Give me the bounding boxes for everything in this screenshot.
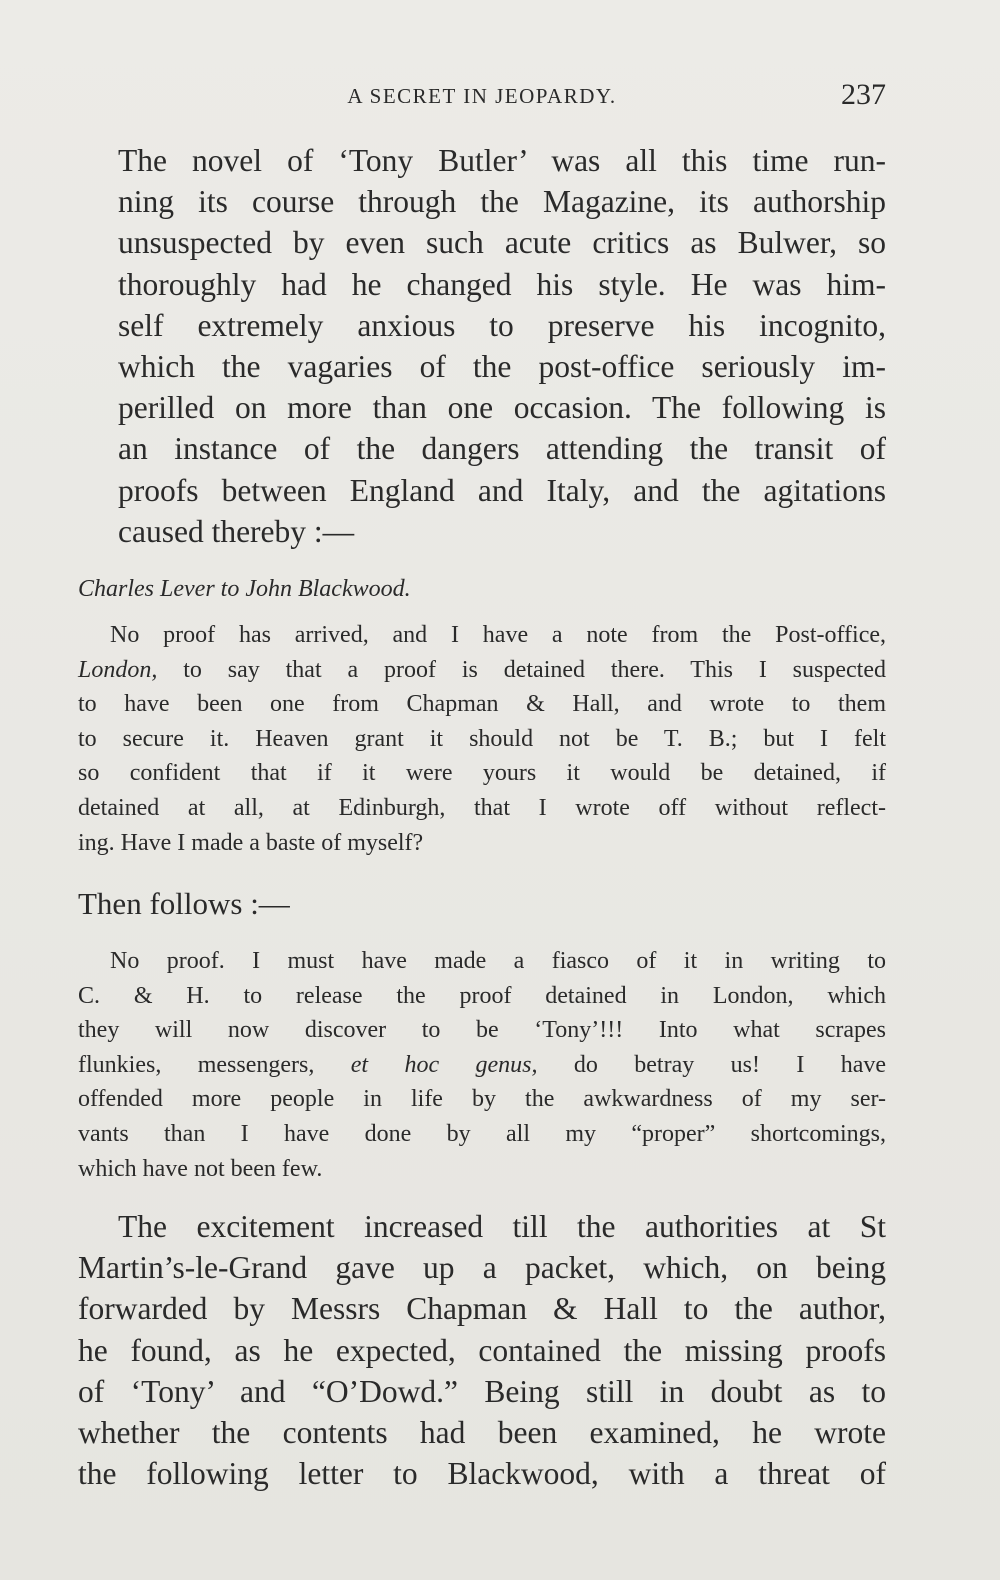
text-line: so confident that if it were yours it would be detained, if — [78, 760, 886, 787]
text-line: C. & H. to release the proof detained in London, which — [78, 982, 886, 1009]
text-line: forwarded by Messrs Chapman & Hall to the author, — [78, 1291, 886, 1327]
text-line: unsuspected by even such acute critics as Bulwer, so — [118, 225, 886, 261]
text-line: an instance of the dangers attending the transit of — [118, 431, 886, 467]
letter-excerpt-1 — [78, 618, 886, 860]
italic-text: et hoc genus, — [350, 1051, 538, 1078]
text-line: whether the contents had been examined, he wrote — [78, 1415, 886, 1451]
text-line: detained at all, at Edinburgh, that I wrote off without reflect- — [78, 794, 886, 821]
text-line — [78, 1048, 886, 1083]
paragraph-excitement — [78, 1206, 886, 1494]
letter-excerpt-2 — [78, 944, 886, 1186]
text-line: offended more people in life by the awkwardness of my ser- — [78, 1086, 886, 1113]
text-span: flunkies, messengers, — [78, 1051, 351, 1078]
italic-text: London, — [78, 656, 158, 683]
text-line: proofs between England and Italy, and the agitations — [118, 472, 886, 508]
text-line: to secure it. Heaven grant it should not be T. B.; but I felt — [78, 725, 886, 752]
text-line — [78, 653, 886, 688]
text-line: the following letter to Blackwood, with a threat of — [78, 1456, 886, 1492]
text-line: which have not been few. — [78, 1155, 323, 1182]
text-line: The novel of ‘Tony Butler’ was all this time run- — [118, 143, 886, 178]
text-line: he found, as he expected, contained the missing proofs — [78, 1332, 886, 1368]
text-span: do betray us! I have — [537, 1051, 887, 1078]
text-span: to say that a proof is detained there. This I suspected — [157, 656, 886, 683]
text-line: self extremely anxious to preserve his incognito, — [118, 307, 886, 343]
text-line: vants than I have done by all my “proper” shortcomings, — [78, 1120, 886, 1147]
letter-heading: Charles Lever to John Blackwood. — [78, 576, 411, 602]
text-line: No proof has arrived, and I have a note from the Post-office, — [110, 622, 886, 648]
running-head — [78, 78, 886, 118]
text-line: thoroughly had he changed his style. He was him- — [118, 266, 886, 302]
text-line: ning its course through the Magazine, its authorship — [118, 184, 886, 220]
text-line: ing. Have I made a baste of myself? — [78, 829, 424, 856]
text-line: The excitement increased till the authorities at St — [118, 1209, 886, 1244]
page-number: 237 — [841, 78, 886, 111]
text-line: caused thereby :— — [118, 513, 355, 549]
running-title: A SECRET IN JEOPARDY. — [347, 84, 617, 108]
paragraph-tony-butler — [78, 140, 886, 552]
text-line: to have been one from Chapman & Hall, and wrote to them — [78, 691, 886, 718]
text-line: of ‘Tony’ and “O’Dowd.” Being still in doubt as to — [78, 1373, 886, 1409]
text-line: Martin’s-le-Grand gave up a packet, which, on being — [78, 1250, 886, 1286]
text-line: they will now discover to be ‘Tony’!!! Into what scrapes — [78, 1017, 886, 1044]
text-line: which the vagaries of the post-office seriously im- — [118, 349, 886, 385]
then-follows-line: Then follows :— — [78, 886, 290, 921]
text-line: perilled on more than one occasion. The following is — [118, 390, 886, 426]
text-line: No proof. I must have made a fiasco of it in writing to — [110, 948, 886, 974]
